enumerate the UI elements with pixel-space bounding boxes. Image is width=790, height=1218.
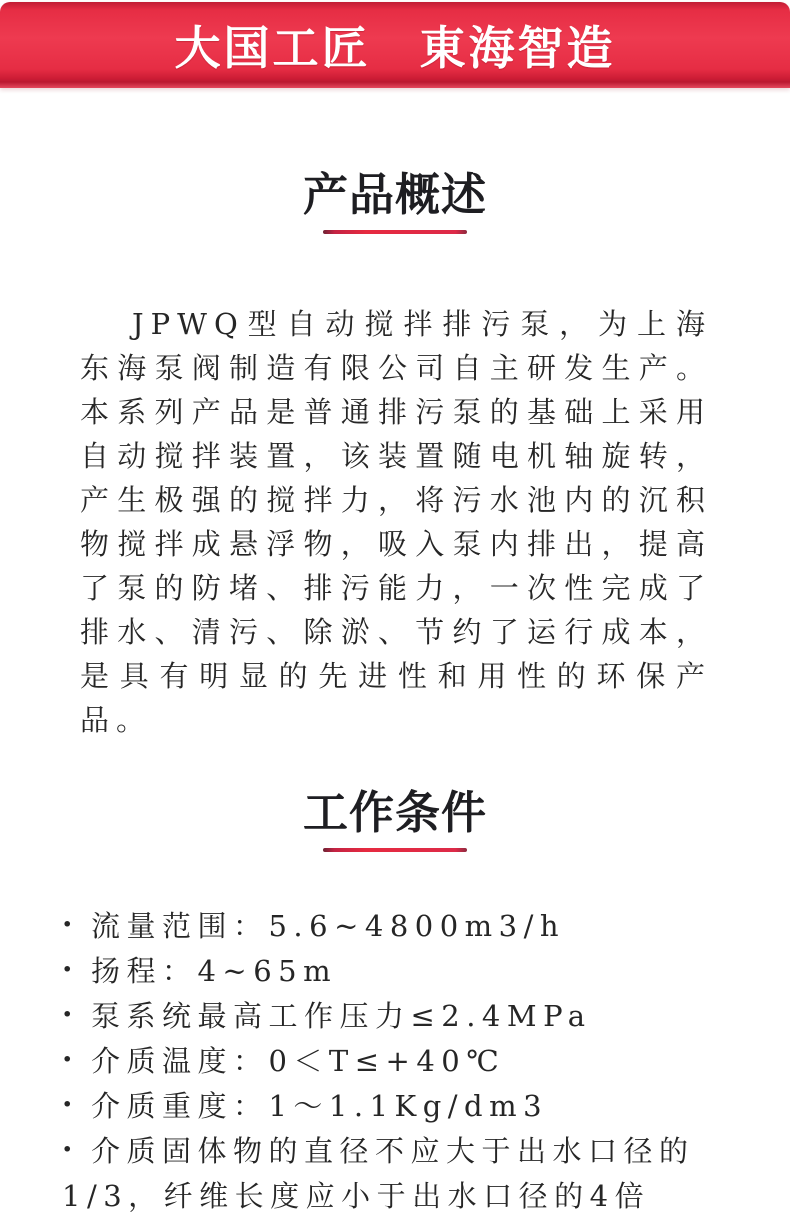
bullet-icon: ·	[62, 1042, 79, 1077]
overview-section	[0, 168, 790, 742]
conditions-section	[0, 786, 790, 1218]
list-item-text: 扬程：4~65m	[90, 954, 338, 988]
overview-heading-underline	[323, 230, 467, 234]
bullet-icon: ·	[62, 952, 79, 987]
conditions-list	[0, 904, 790, 1218]
list-item	[62, 1039, 732, 1084]
bullet-icon: ·	[62, 997, 79, 1032]
top-banner	[0, 2, 790, 88]
list-item-text: 介质温度：0＜T≤+40℃	[90, 1044, 506, 1078]
conditions-heading: 工作条件	[302, 786, 487, 839]
list-item	[62, 1084, 732, 1129]
list-item-text: 介质固体物的直径不应大于出水口径的1/3，纤维长度应小于出水口径的4倍	[62, 1134, 695, 1213]
list-item	[62, 949, 732, 994]
list-item-text: 泵系统最高工作压力≤2.4MPa	[90, 999, 592, 1033]
list-item-text: 流量范围：5.6~4800m3/h	[90, 909, 566, 943]
list-item	[62, 994, 732, 1039]
banner-title: 大国工匠 東海智造	[174, 21, 616, 75]
bullet-icon: ·	[62, 1132, 79, 1167]
bullet-icon: ·	[62, 907, 79, 942]
list-item	[62, 1129, 732, 1218]
list-item-text: 介质重度：1～1.1Kg/dm3	[90, 1089, 549, 1123]
overview-heading: 产品概述	[302, 168, 487, 221]
list-item	[62, 904, 732, 949]
overview-paragraph: JPWQ型自动搅拌排污泵，为上海东海泵阀制造有限公司自主研发生产。本系列产品是普通排污泵的基础上采用自动搅拌装置，该装置随电机轴旋转，产生极强的搅拌力，将污水池内的沉积物搅拌成悬浮物，吸入泵内排出，提高了泵的防堵、排污能力，一次性完成了排水、清污、除淤、节约了运行成本，是具有明显的先进性和用性的环保产品。	[80, 307, 712, 737]
conditions-heading-underline	[323, 848, 467, 852]
bullet-icon: ·	[62, 1087, 79, 1122]
